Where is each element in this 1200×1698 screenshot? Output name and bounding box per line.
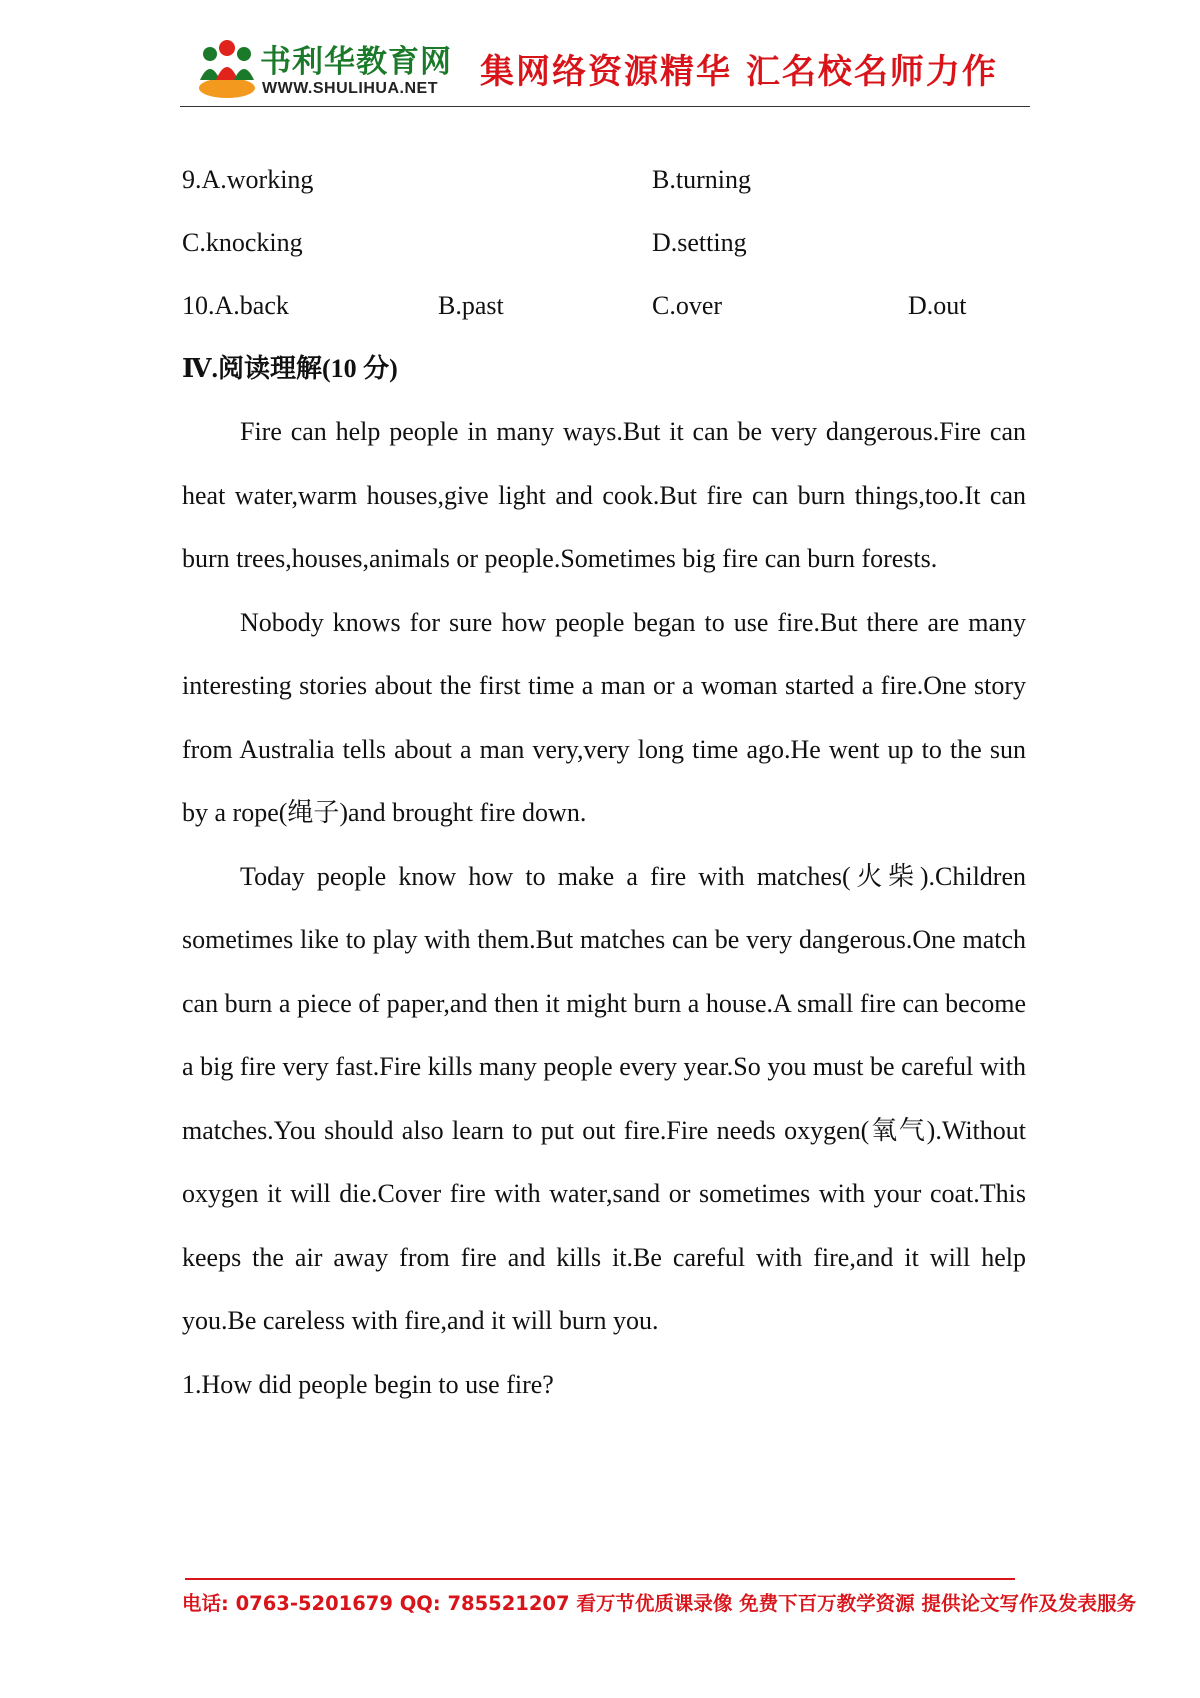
question-1: 1.How did people begin to use fire? [182, 1369, 554, 1399]
footer-divider [185, 1578, 1015, 1580]
question-9-options-row-1 [182, 148, 1026, 211]
option-10b: B.past [438, 291, 504, 320]
document-body [182, 148, 1026, 1416]
reading-paragraph-2: Nobody knows for sure how people began to use fire.But there are many interesting stories about the first time a man or a woman started a fire.One story from Australia tells about a man very,very long time ago.He went up to the sun by a rope(绳子)and brought fire down. [182, 607, 1026, 827]
reading-paragraph-3: Today people know how to make a fire with matches(火柴).Children sometimes like to play with them.But matches can be very dangerous.One match can burn a piece of paper,and then it might burn a house.A small fire can become a big fire very fast.Fire kills many people every year.So you must be careful with matches.You should also learn to put out fire.Fire needs oxygen(氧气).Without oxygen it will die.Cover fire with water,sand or sometimes with your coat.This keeps the air away from fire and kills it.Be careful with fire,and it will help you.Be careless with fire,and it will burn you. [182, 861, 1026, 1335]
section-title: Ⅳ.阅读理解(10 分) [182, 354, 398, 383]
logo-url[interactable]: WWW.SHULIHUA.NET [262, 80, 438, 97]
question-9-options-row-2 [182, 211, 1026, 274]
option-9b: B.turning [652, 165, 751, 194]
reading-paragraph-1: Fire can help people in many ways.But it can be very dangerous.Fire can heat water,warm houses,give light and cook.But fire can burn things,too.It can burn trees,houses,animals or people.Sometimes big fire can burn forests. [182, 417, 1026, 573]
header-divider [180, 106, 1030, 107]
option-10d: D.out [908, 291, 967, 320]
header-slogan: 集网络资源精华 汇名校名师力作 [480, 52, 998, 92]
page-header [180, 30, 1030, 108]
question-10-options [182, 274, 1026, 337]
option-9a: 9.A.working [182, 165, 314, 194]
option-9d: D.setting [652, 228, 747, 257]
option-10c: C.over [652, 291, 723, 320]
page-footer: 电话: 0763-5201679 QQ: 785521207 看万节优质课录像 免费下百万教学资源 提供论文写作及发表服务 [182, 1592, 1136, 1615]
logo-title: 书利华教育网 [260, 44, 452, 80]
shulihua-logo-icon [194, 36, 260, 102]
option-10a: 10.A.back [182, 291, 289, 320]
option-9c: C.knocking [182, 228, 303, 257]
